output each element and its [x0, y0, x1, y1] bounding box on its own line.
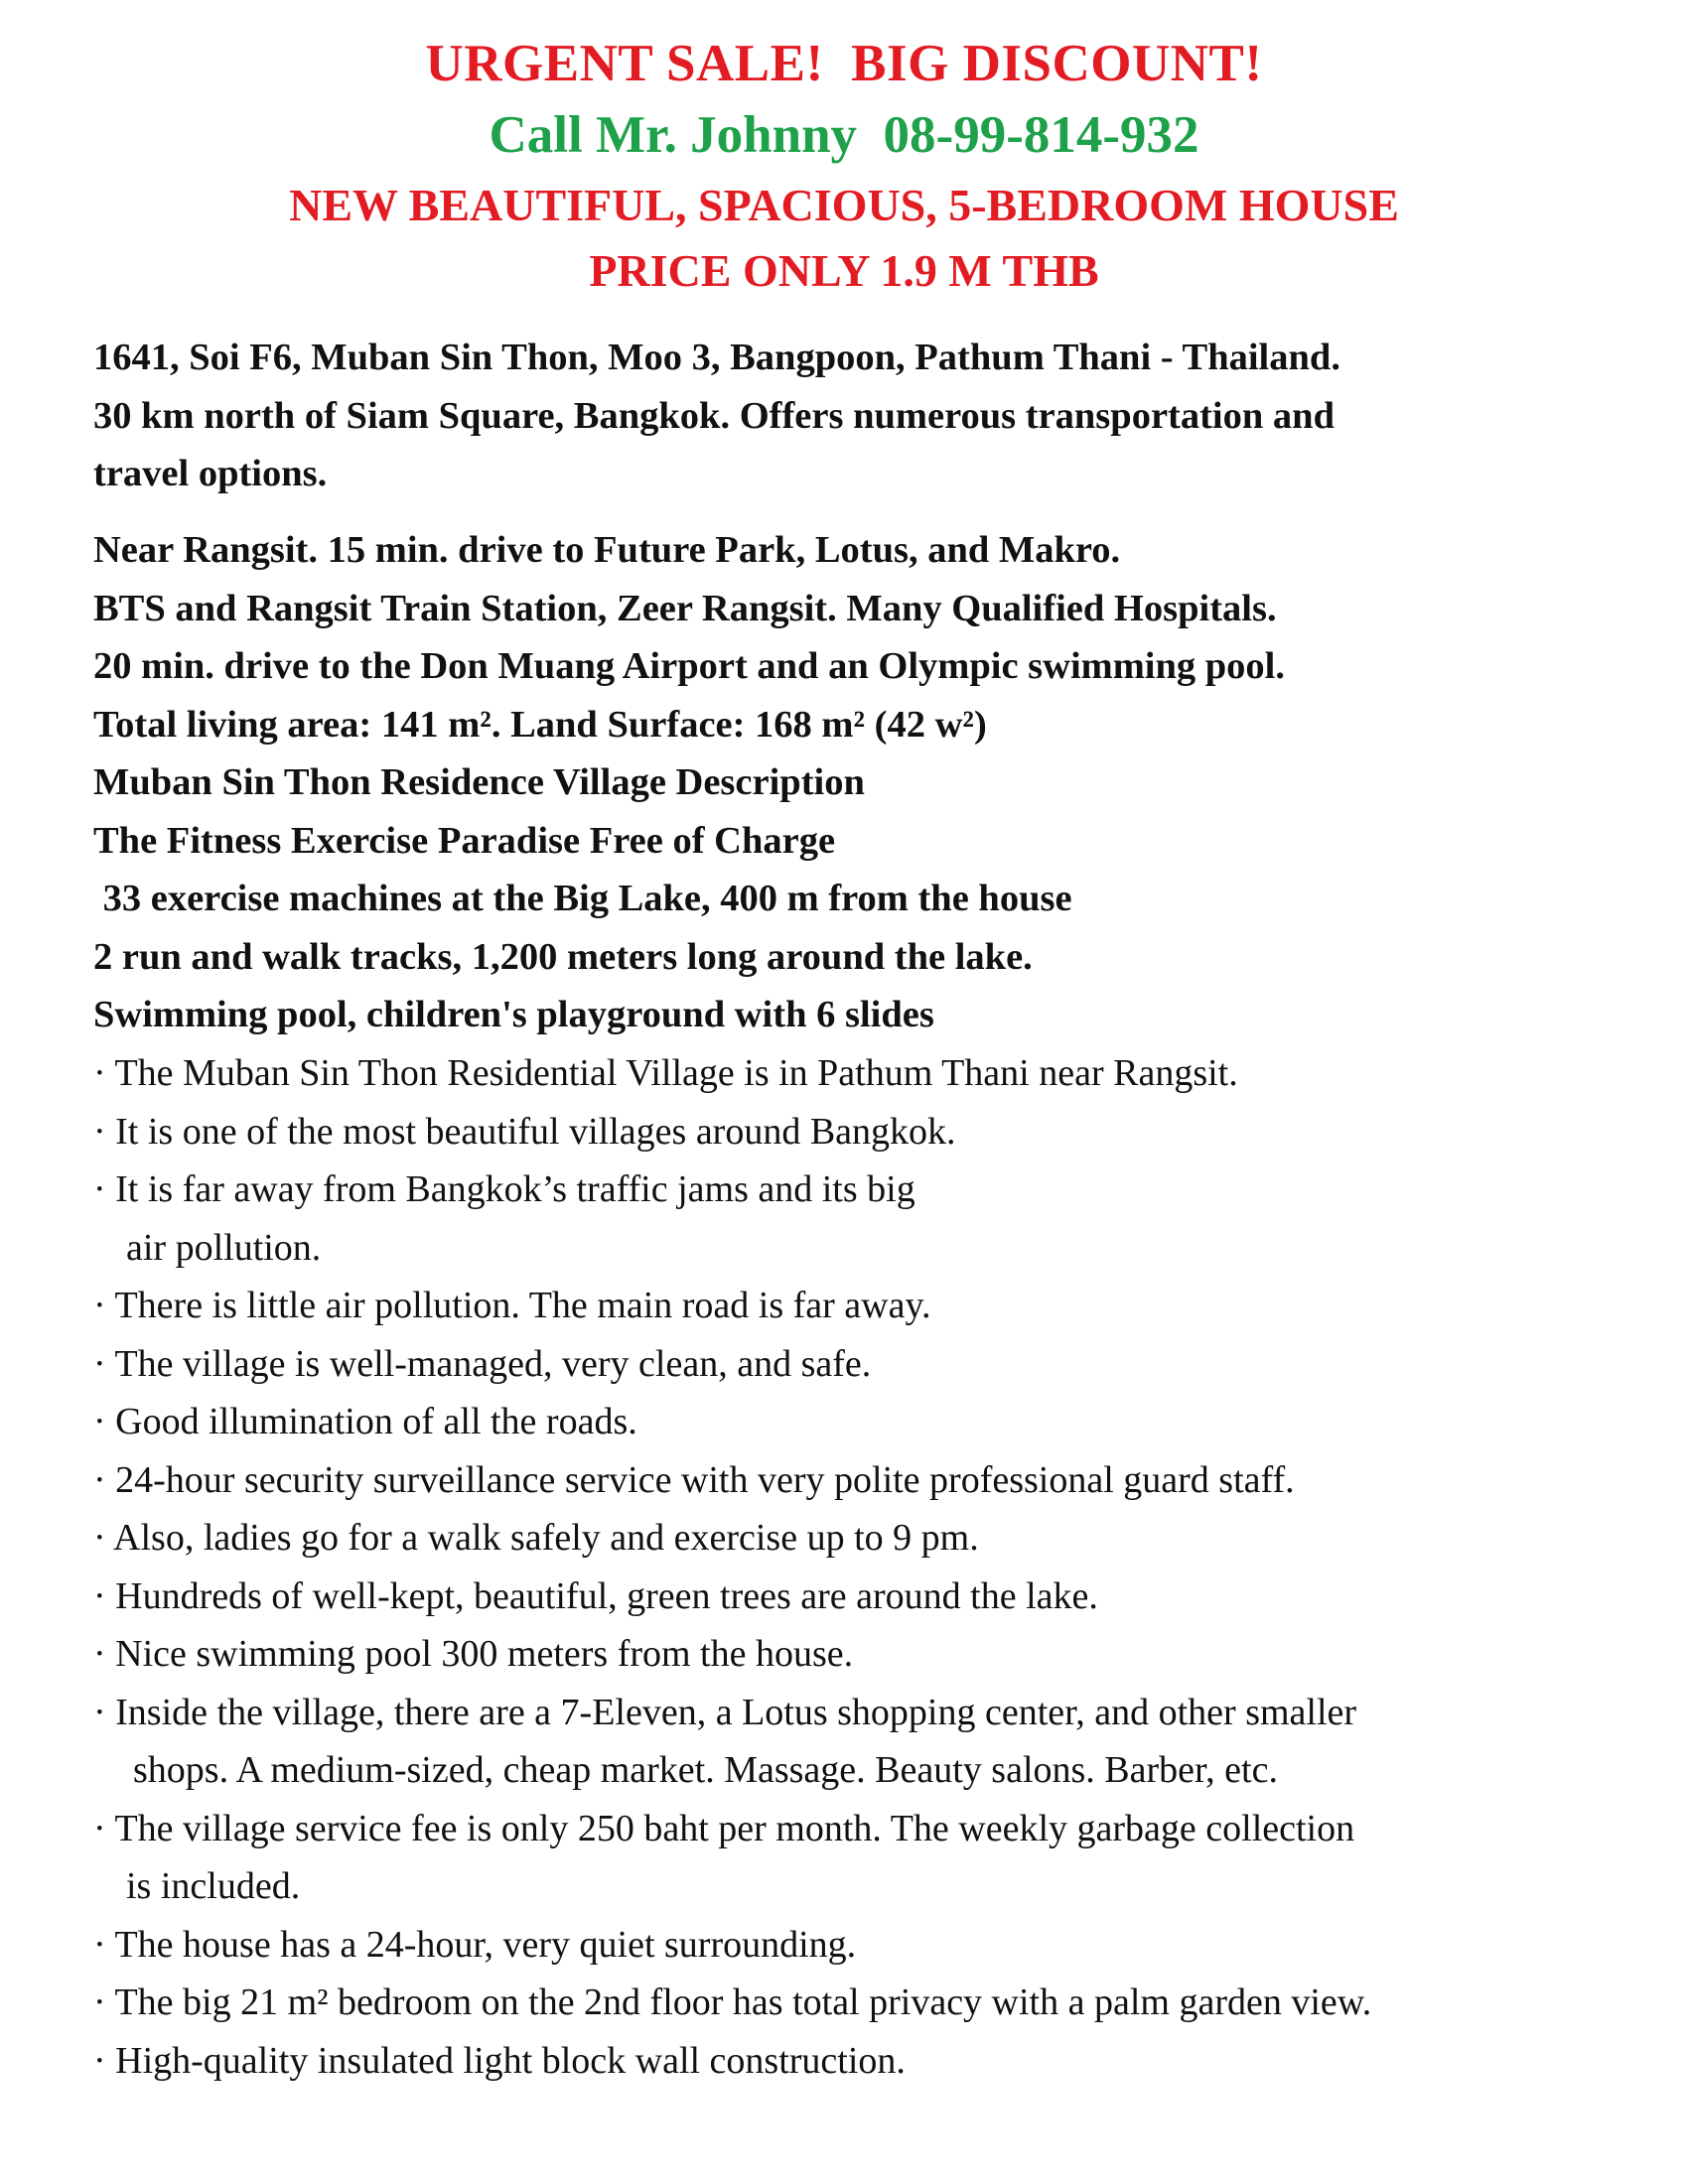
contact-phone-line: Call Mr. Johnny 08-99-814-932	[489, 106, 1199, 164]
highlight-line: 20 min. drive to the Don Muang Airport and an Olympic swimming pool.	[93, 645, 1286, 687]
list-item-continuation: air pollution.	[126, 1226, 322, 1269]
list-item: · Also, ladies go for a walk safely and exercise up to 9 pm.	[93, 1517, 979, 1559]
highlight-line: Near Rangsit. 15 min. drive to Future Park, Lotus, and Makro.	[93, 529, 1121, 571]
village-description-heading: Muban Sin Thon Residence Village Description	[93, 761, 865, 803]
list-item: · Good illumination of all the roads.	[93, 1401, 637, 1442]
highlight-line: Swimming pool, children's playground with 6 slides	[93, 994, 934, 1035]
list-item: · The village service fee is only 250 baht per month. The weekly garbage collection	[93, 1807, 1355, 1849]
urgent-sale-headline: URGENT SALE! BIG DISCOUNT!	[425, 35, 1263, 92]
price-line: PRICE ONLY 1.9 M THB	[589, 245, 1099, 296]
list-item: · The village is well-managed, very clean, and safe.	[93, 1342, 872, 1385]
list-item-continuation: shops. A medium-sized, cheap market. Massage. Beauty salons. Barber, etc.	[133, 1749, 1278, 1791]
list-item: · Inside the village, there are a 7-Eleven, a Lotus shopping center, and other smaller	[93, 1691, 1357, 1733]
address-line: travel options.	[93, 453, 328, 494]
highlight-line: 2 run and walk tracks, 1,200 meters long around the lake.	[93, 935, 1033, 978]
village-bullet-list	[93, 1044, 1662, 2090]
list-item: · 24-hour security surveillance service with very polite professional guard staff.	[93, 1458, 1295, 1501]
listing-header	[0, 30, 1688, 304]
list-item: · It is one of the most beautiful villages around Bangkok.	[93, 1110, 956, 1153]
list-item: · The Muban Sin Thon Residential Village is in Pathum Thani near Rangsit.	[93, 1052, 1238, 1094]
list-item: · The house has a 24-hour, very quiet surrounding.	[93, 1923, 857, 1966]
area-line: Total living area: 141 m². Land Surface: 168 m² (42 w²)	[93, 703, 987, 746]
list-item: · Hundreds of well-kept, beautiful, green trees are around the lake.	[93, 1574, 1098, 1617]
address-line: 1641, Soi F6, Muban Sin Thon, Moo 3, Bangpoon, Pathum Thani - Thailand.	[93, 337, 1340, 378]
list-item: · Nice swimming pool 300 meters from the house.	[93, 1633, 854, 1675]
highlight-line: BTS and Rangsit Train Station, Zeer Rangsit. Many Qualified Hospitals.	[93, 587, 1277, 629]
house-headline: NEW BEAUTIFUL, SPACIOUS, 5-BEDROOM HOUSE	[289, 180, 1399, 230]
list-item: · It is far away from Bangkok’s traffic jams and its big	[93, 1168, 915, 1210]
address-line: 30 km north of Siam Square, Bangkok. Offers numerous transportation and	[93, 394, 1335, 437]
address-block	[93, 329, 1662, 503]
fitness-heading: The Fitness Exercise Paradise Free of Charge	[93, 819, 836, 862]
list-item-continuation: is included.	[126, 1865, 301, 1907]
list-item: · There is little air pollution. The main road is far away.	[93, 1285, 931, 1326]
list-item: · The big 21 m² bedroom on the 2nd floor has total privacy with a palm garden view.	[93, 1981, 1372, 2023]
highlights-block	[93, 521, 1662, 1044]
highlight-line: 33 exercise machines at the Big Lake, 400 m from the house	[93, 878, 1072, 919]
list-item: · High-quality insulated light block wall construction.	[93, 2039, 906, 2082]
